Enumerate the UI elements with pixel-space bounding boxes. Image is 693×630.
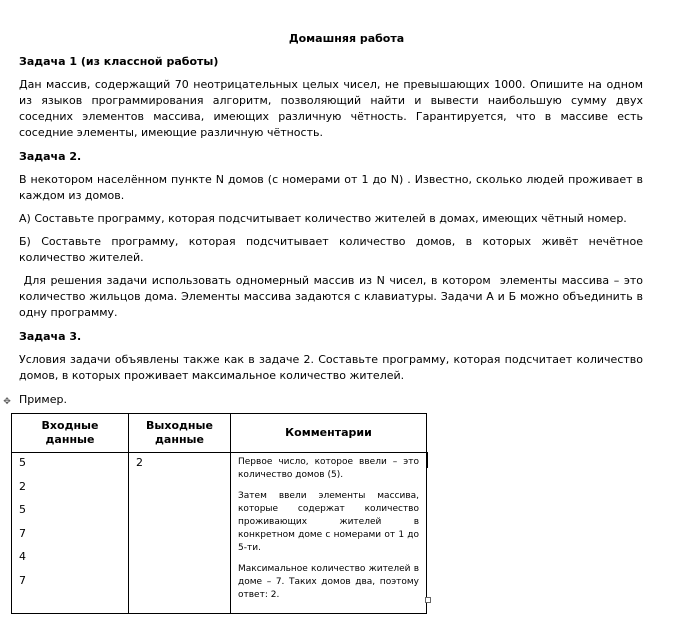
header-comments: Комментарии <box>231 414 427 453</box>
input-value: 4 <box>19 550 26 563</box>
text-cursor <box>426 452 428 468</box>
header-input: Входные данные <box>12 414 129 453</box>
input-cell[interactable] <box>12 453 129 614</box>
task1-text: Дан массив, содержащий 70 неотрицательных целых чисел, не превышающих 1000. Опишите на одном из языков программирования алгоритм, позволяющий найти и вывести наибольшую сумму двух соседних элементов массива, имеющих различную чётность. Гарантируется, что в массиве есть соседние элементы, имеющие различную чётность. <box>19 78 643 139</box>
table-header-row <box>12 414 427 453</box>
comment-2: Затем ввели элементы массива, которые содержат количество проживающих жителей в конкретном доме с номерами от 1 до 5-ти. <box>238 491 419 553</box>
example-label: Пример. <box>19 393 67 406</box>
task2-intro: В некотором населённом пункте N домов (с номерами от 1 до N) . Известно, сколько людей проживает в каждом из домов. <box>19 173 643 202</box>
table-row <box>12 453 427 614</box>
comment-1: Первое число, которое ввели – это количество домов (5). <box>238 457 419 480</box>
task1-heading: Задача 1 (из классной работы) <box>19 55 219 68</box>
move-icon[interactable]: ✥ <box>3 397 11 407</box>
input-value: 5 <box>19 456 26 469</box>
comments-cell[interactable] <box>231 453 427 614</box>
output-cell[interactable] <box>129 453 231 614</box>
header-output: Выходные данные <box>129 414 231 453</box>
table-resize-handle[interactable] <box>425 597 431 603</box>
input-value: 7 <box>19 526 26 540</box>
task2-part-b: Б) Составьте программу, которая подсчитывает количество домов, в которых живёт нечётное количество жителей. <box>19 235 643 264</box>
output-value: 2 <box>136 456 143 469</box>
input-value: 5 <box>19 503 26 516</box>
task2-part-a: А) Составьте программу, которая подсчитывает количество жителей в домах, имеющих чётный номер. <box>19 212 627 225</box>
example-table <box>11 413 427 614</box>
page-title: Домашняя работа <box>288 32 405 45</box>
input-value: 7 <box>19 573 26 587</box>
comment-3: Максимальное количество жителей в доме – 7. Таких домов два, поэтому ответ: 2. <box>238 564 419 600</box>
task2-heading: Задача 2. <box>19 150 82 163</box>
task3-heading: Задача 3. <box>19 330 82 343</box>
task2-note: Для решения задачи использовать одномерный массив из N чисел, в котором элементы массива – это количество жильцов дома. Элементы массива задаются с клавиатуры. Задачи А и Б можно объединить в одну программу. <box>19 274 647 319</box>
task3-text: Условия задачи объявлены также как в задаче 2. Составьте программу, которая подсчитает количество домов, в которых проживает максимальное количество жителей. <box>19 353 643 382</box>
input-value: 2 <box>19 479 26 493</box>
